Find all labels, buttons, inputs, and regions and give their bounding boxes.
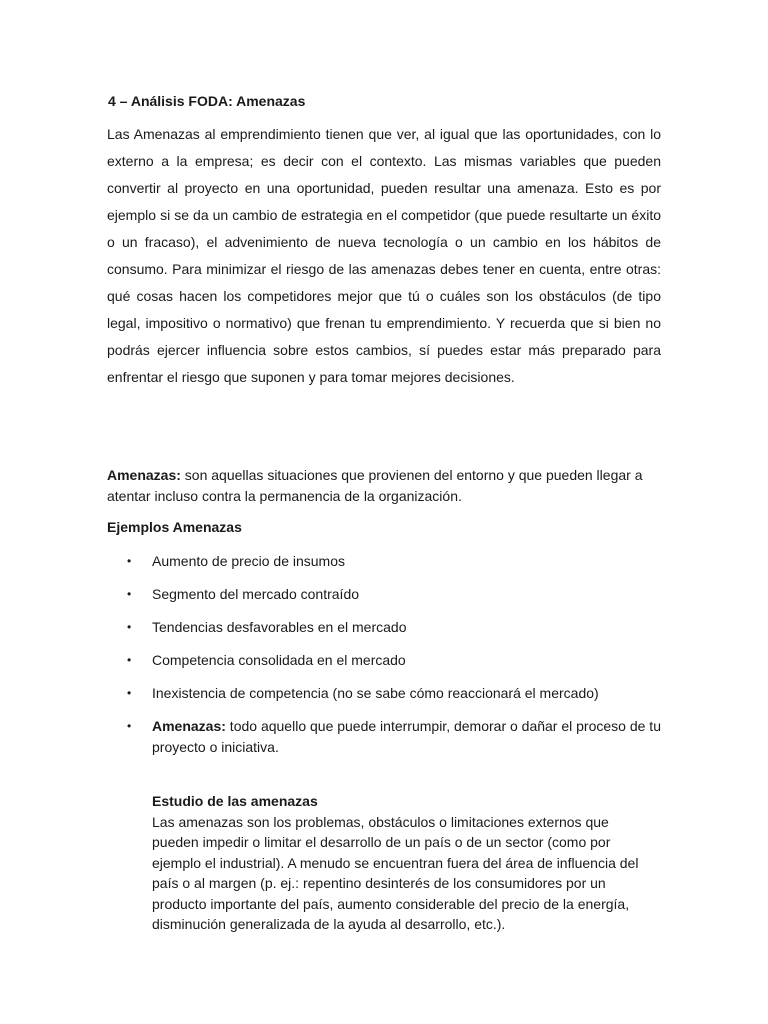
list-item [107, 683, 667, 704]
bullet-icon: • [127, 653, 132, 667]
definition-paragraph [107, 465, 667, 507]
list-item [107, 716, 667, 758]
list-item-text: Inexistencia de competencia (no se sabe cómo reaccionará el mercado) [152, 685, 599, 701]
bullet-icon: • [127, 554, 132, 568]
bullet-icon: • [127, 686, 132, 700]
study-body: Las amenazas son los problemas, obstáculos o limitaciones externos que pueden impedir o limitar el desarrollo de un país o de un sector (como por ejemplo el industrial). A menudo se encuentran fuera del área de influencia del país o al margen (p. ej.: repentino desinterés de los consumidores por un producto importante del país, aumento considerable del precio de la energía, disminución generalizada de la ayuda al desarrollo, etc.). [152, 813, 639, 932]
list-item [107, 551, 667, 572]
list-item-text: Aumento de precio de insumos [152, 553, 345, 569]
examples-list [107, 551, 667, 770]
list-item-text: Tendencias desfavorables en el mercado [152, 619, 407, 635]
list-item [107, 584, 667, 605]
bullet-icon: • [127, 719, 132, 733]
study-heading: Estudio de las amenazas [152, 793, 318, 809]
bullet-icon: • [127, 587, 132, 601]
list-item-text: todo aquello que puede interrumpir, demorar o dañar el proceso de tu proyecto o iniciativa. [152, 718, 661, 755]
study-section [152, 791, 652, 935]
definition-term: Amenazas: [107, 467, 181, 483]
list-item-term: Amenazas: [152, 718, 226, 734]
intro-paragraph: Las Amenazas al emprendimiento tienen que ver, al igual que las oportunidades, con lo externo a la empresa; es decir con el contexto. Las mismas variables que pueden convertir al proyecto en una oportunidad, pueden resultar una amenaza. Esto es por ejemplo si se da un cambio de estrategia en el competidor (que puede resultarte un éxito o un fracaso), el advenimiento de nueva tecnología o un cambio en los hábitos de consumo. Para minimizar el riesgo de las amenazas debes tener en cuenta, entre otras: qué cosas hacen los competidores mejor que tú o cuáles son los obstáculos (de tipo legal, impositivo o normativo) que frenan tu emprendimiento. Y recuerda que si bien no podrás ejercer influencia sobre estos cambios, sí puedes estar más preparado para enfrentar el riesgo que suponen y para tomar mejores decisiones. [107, 126, 661, 385]
list-item [107, 617, 667, 638]
definition-text: son aquellas situaciones que provienen del entorno y que pueden llegar a atentar incluso contra la permanencia de la organización. [107, 467, 643, 504]
page-title: 4 – Análisis FODA: Amenazas [108, 93, 306, 109]
examples-heading: Ejemplos Amenazas [107, 519, 242, 535]
bullet-icon: • [127, 620, 132, 634]
list-item-text: Segmento del mercado contraído [152, 586, 360, 602]
list-item-text: Competencia consolidada en el mercado [152, 652, 406, 668]
list-item [107, 650, 667, 671]
